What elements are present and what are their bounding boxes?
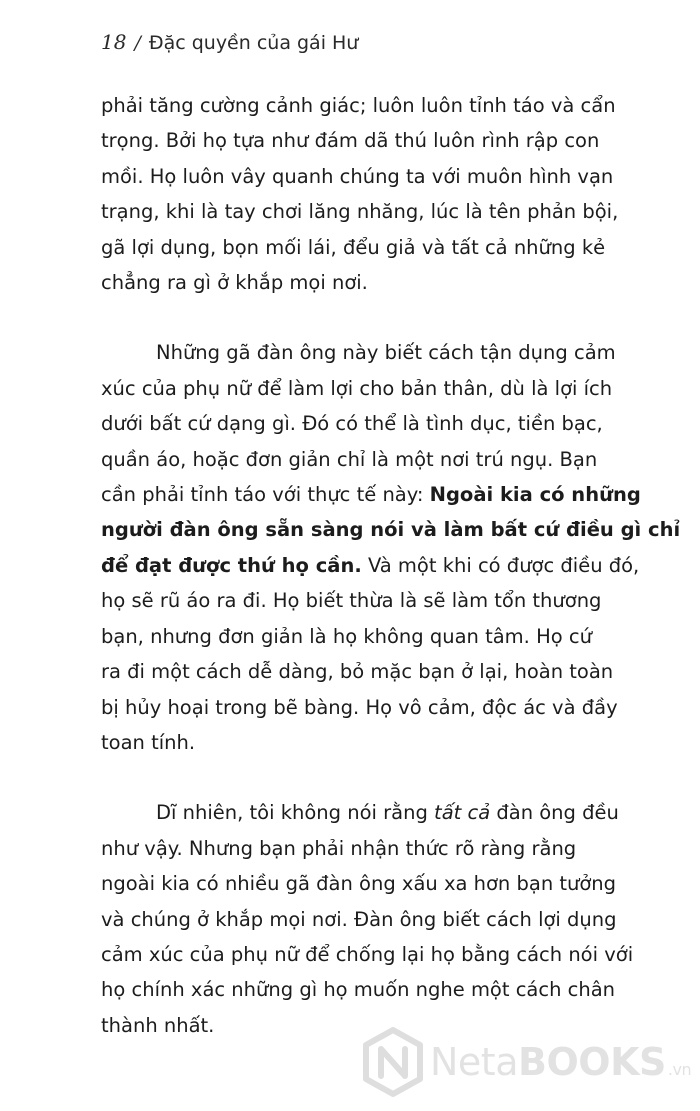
text-segment: quần áo, hoặc đơn giản chỉ là một nơi trú ngụ. Bạn: [101, 447, 598, 471]
netabooks-logo-icon: [362, 1027, 424, 1097]
text-line: [101, 442, 611, 477]
body-text: [101, 88, 681, 1043]
text-segment: cần phải tỉnh táo với thực tế này:: [101, 483, 430, 507]
text-line: [101, 230, 611, 265]
text-segment: họ sẽ rũ áo ra đi. Họ biết thừa là sẽ làm tổn thương: [101, 589, 602, 613]
text-segment: ngoài kia có nhiều gã đàn ông xấu xa hơn bạn tưởng: [101, 872, 617, 896]
text-line: [101, 371, 611, 406]
bold-text: để đạt được thứ họ cần.: [101, 553, 362, 577]
text-segment: ra đi một cách dễ dàng, bỏ mặc bạn ở lại, hoàn toàn: [101, 660, 614, 684]
text-segment: bạn, nhưng đơn giản là họ không quan tâm. Họ cứ: [101, 624, 592, 648]
italic-text: tất cả: [434, 801, 491, 825]
text-line: [101, 512, 681, 547]
text-segment: đàn ông đều: [490, 801, 619, 825]
text-line: [101, 88, 616, 123]
text-line: [101, 866, 617, 901]
text-segment: cảm xúc của phụ nữ để chống lại họ bằng cách nói với: [101, 942, 634, 966]
text-segment: bị hủy hoại trong bẽ bàng. Họ vô cảm, độc ác và đầy: [101, 695, 618, 719]
text-segment: thành nhất.: [101, 1013, 215, 1037]
text-segment: như vậy. Nhưng bạn phải nhận thức rõ ràng rằng: [101, 836, 577, 860]
text-line: [101, 619, 611, 654]
text-line: [101, 972, 616, 1007]
paragraph: [101, 795, 634, 1043]
paragraph: [101, 88, 619, 300]
page-number: 18: [101, 30, 127, 54]
text-segment: mồi. Họ luôn vây quanh chúng ta với muôn hình vạn: [101, 164, 614, 188]
text-line: [101, 831, 611, 866]
text-segment: Những gã đàn ông này biết cách tận dụng cảm: [156, 341, 616, 365]
watermark-name-bold: BOOKS: [518, 1040, 666, 1084]
text-segment: trạng, khi là tay chơi lăng nhăng, lúc là tên phản bội,: [101, 200, 619, 224]
text-line: [101, 654, 614, 689]
text-line: [101, 937, 634, 972]
text-line: [101, 123, 611, 158]
text-segment: Và một khi có được điều đó,: [361, 553, 640, 577]
text-line: [101, 406, 611, 441]
text-line: [101, 194, 619, 229]
text-segment: phải tăng cường cảnh giác; luôn luôn tỉnh táo và cẩn: [101, 94, 616, 117]
text-segment: họ chính xác những gì họ muốn nghe một cách chân: [101, 978, 616, 1002]
text-line: [101, 583, 611, 618]
publisher-watermark: [362, 1027, 691, 1097]
text-segment: Dĩ nhiên, tôi không nói rằng: [156, 801, 435, 825]
bold-text: người đàn ông sẵn sàng nói và làm bất cứ điều gì chỉ: [101, 518, 681, 542]
text-segment: dưới bất cứ dạng gì. Đó có thể là tình dục, tiền bạc,: [101, 412, 603, 436]
text-line: [101, 548, 640, 583]
header-separator: /: [134, 32, 141, 54]
watermark-suffix: .vn: [667, 1060, 692, 1079]
text-line: [101, 335, 616, 370]
watermark-text: [430, 1040, 691, 1084]
running-header: [101, 30, 358, 54]
text-line: [101, 477, 641, 512]
text-segment: chẳng ra gì ở khắp mọi nơi.: [101, 271, 368, 295]
text-segment: và chúng ở khắp mọi nơi. Đàn ông biết cách lợi dụng: [101, 907, 617, 931]
book-title: Đặc quyền của gái Hư: [148, 32, 359, 54]
bold-text: Ngoài kia có những: [429, 483, 641, 507]
text-segment: gã lợi dụng, bọn mối lái, đểu giả và tất cả những kẻ: [101, 235, 606, 259]
text-line: [101, 902, 617, 937]
text-segment: trọng. Bởi họ tựa như đám dã thú luôn rình rập con: [101, 129, 600, 153]
text-line: [101, 265, 611, 300]
text-line: [101, 795, 619, 830]
text-segment: toan tính.: [101, 730, 196, 754]
text-line: [101, 690, 618, 725]
watermark-name-light: Neta: [430, 1040, 518, 1084]
paragraph: [101, 335, 681, 760]
text-line: [101, 725, 611, 760]
text-segment: xúc của phụ nữ để làm lợi cho bản thân, dù là lợi ích: [101, 376, 613, 400]
text-line: [101, 159, 614, 194]
